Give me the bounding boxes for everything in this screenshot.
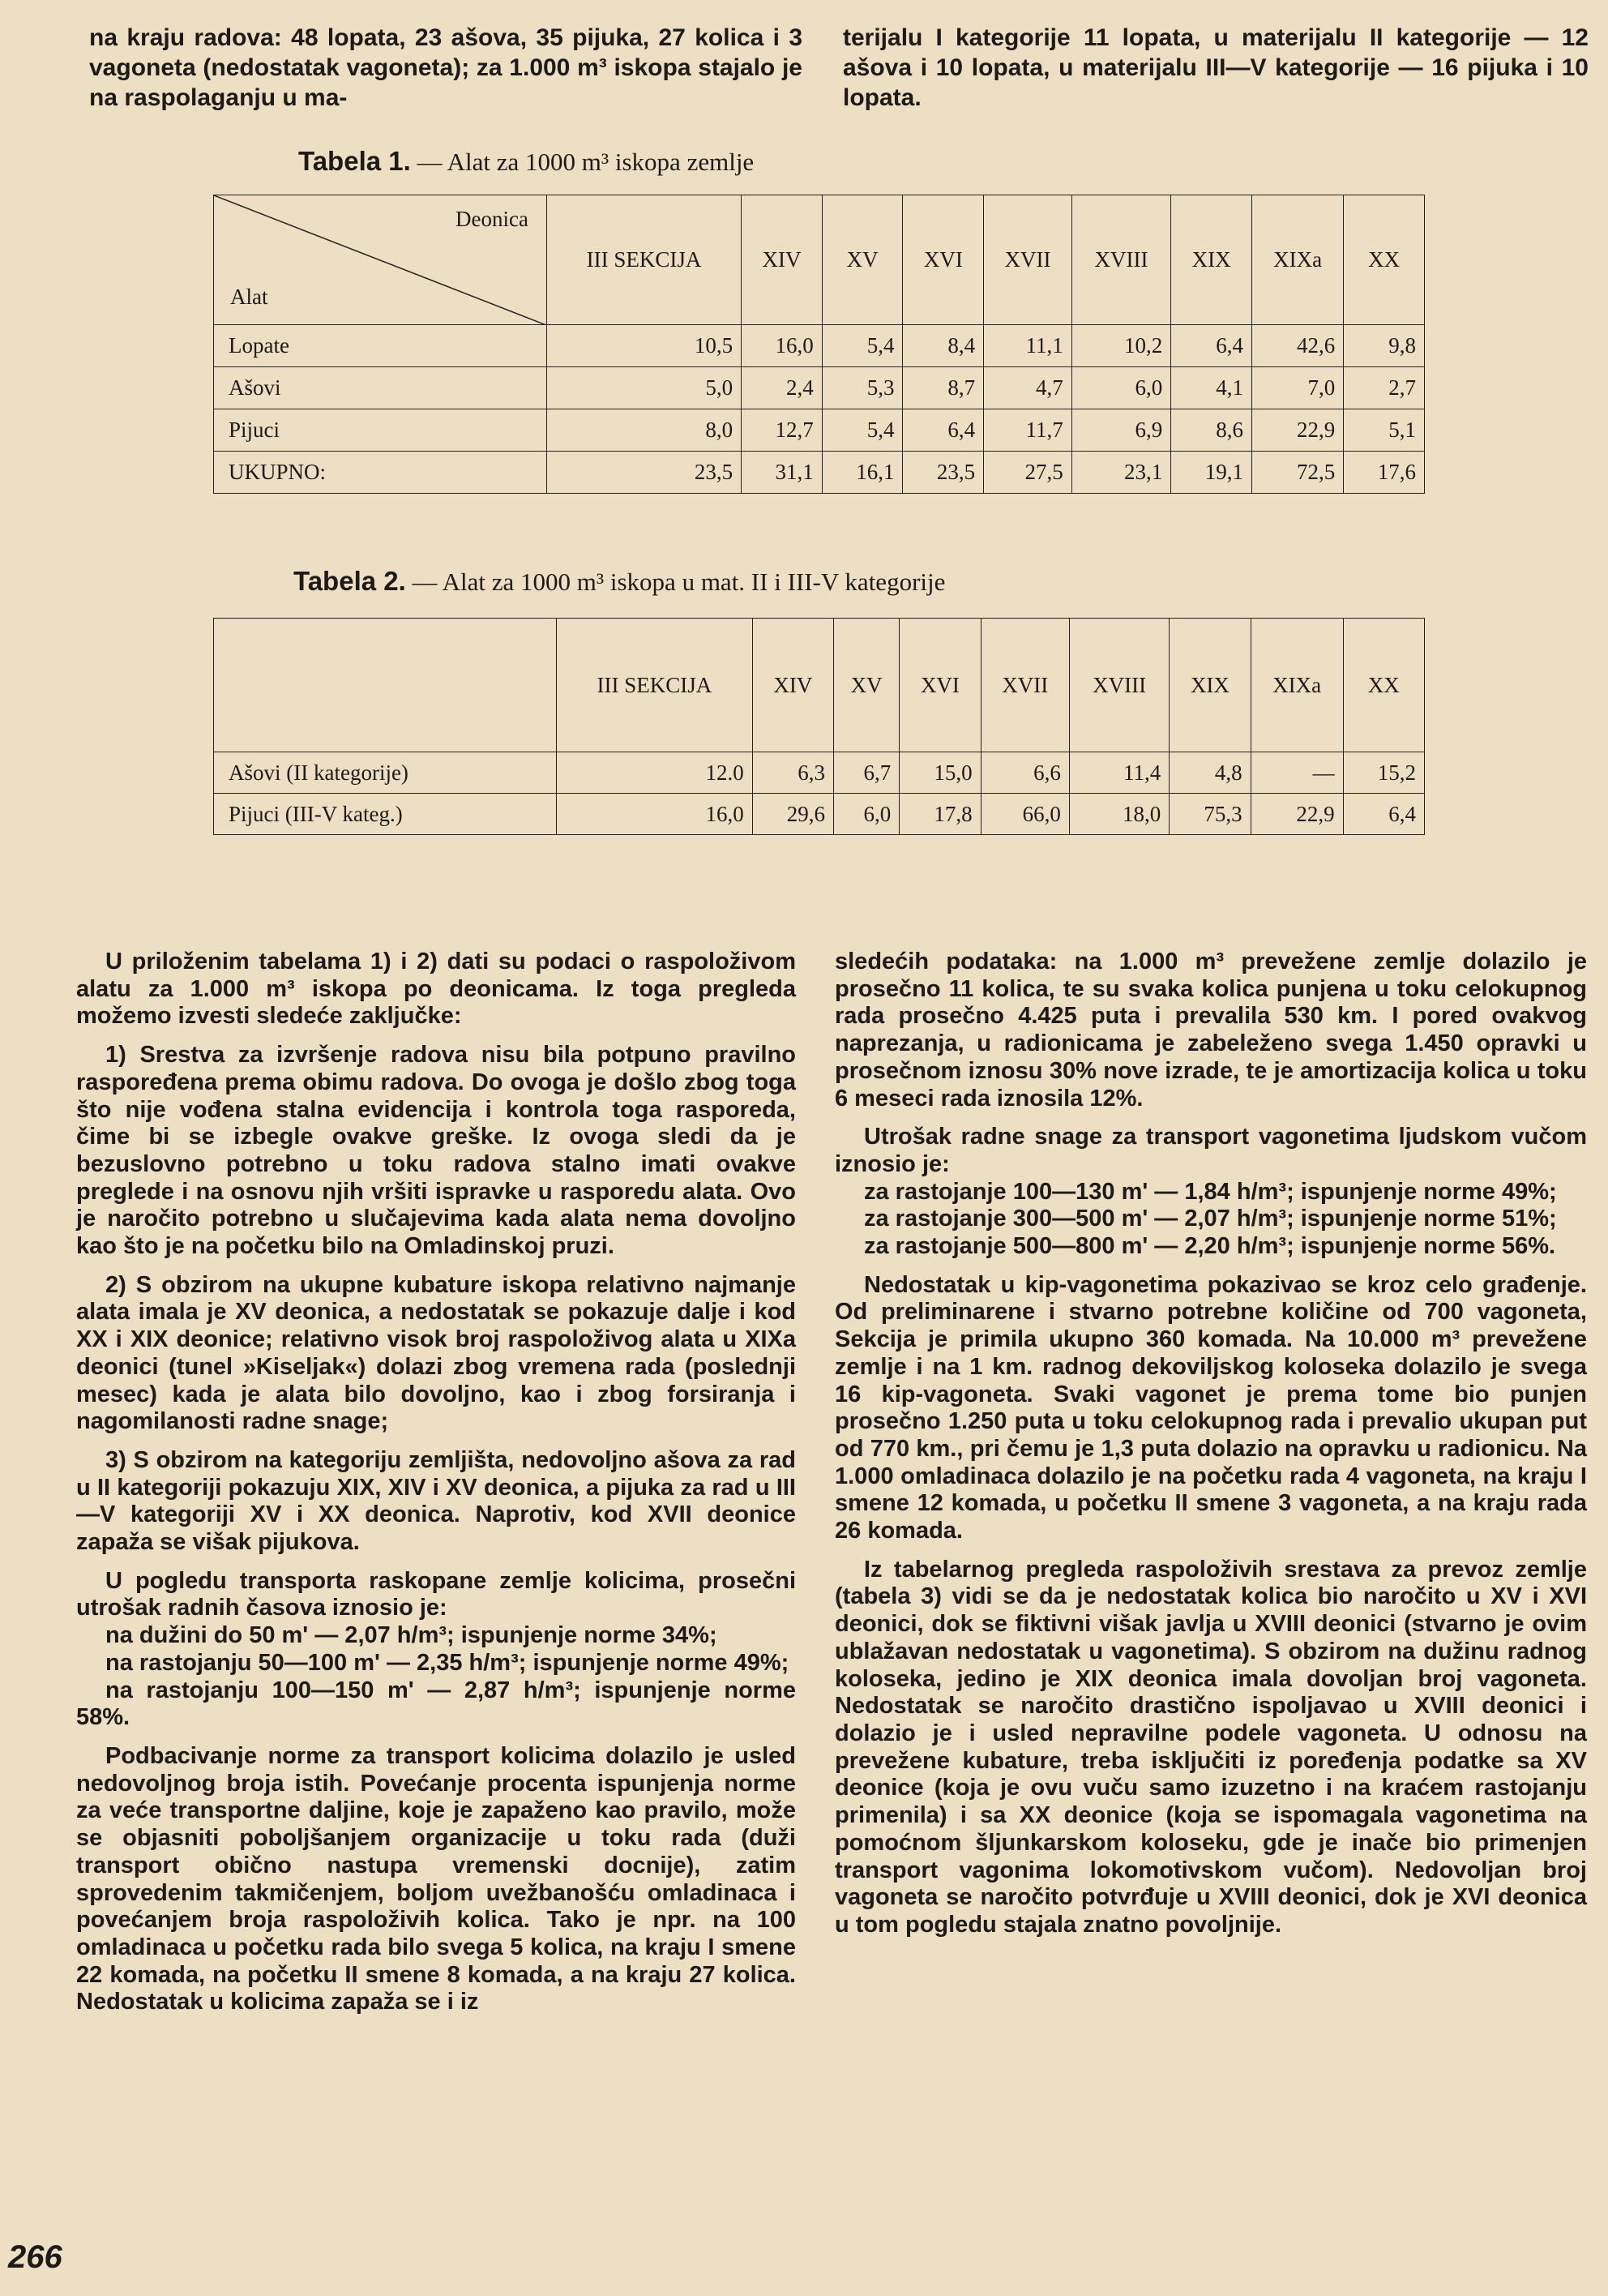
table-cell: 6,0 <box>834 794 900 835</box>
column-header: XVIII <box>1071 195 1171 325</box>
table-cell: 9,8 <box>1344 325 1425 367</box>
table-cell: 16,1 <box>822 452 903 494</box>
table2-title: — Alat za 1000 m³ iskopa u mat. II i III-V kategorije <box>412 568 946 596</box>
row-label: Pijuci <box>214 409 547 452</box>
table-cell: 5,3 <box>822 367 903 409</box>
paragraph: Utrošak radne snage za transport vagonetima ljudskom vučom iznosio je: <box>835 1124 1587 1177</box>
table-cell: 6,9 <box>1071 409 1171 452</box>
table-row <box>214 794 1425 835</box>
paragraph: Iz tabelarnog pregleda raspoloživih srestava za prevoz zemlje (tabela 3) vidi se da je nedostatak kolica bio naročito u XV i XVI deonici, dok se fiktivni višak javlja u XVIII deonici (stvarno je ovim ublažavan nedostatak u vagonetima). S obzirom na dužinu radnog koloseka, jedino je XIX deonica imala dovoljan broj vagoneta. Nedostatak se naročito drastično ispoljavao u XVIII deonici i dolazio je i usled nepravilne podele vagoneta. U odnosu na prevežene kubature, treba isključiti iz poređenja podatke sa XV deonice (koja je ovu vuču samo izuzetno i na kraćem rastojanju primenila) i sa XX deonice (koja se ispomagala vagonetima na pomoćnom šljunkarskom koloseku, gde je inače bio primenjen transport vagonima lokomotivskom vučom). Nedovoljan broj vagoneta se naročito potvrđuje u XVIII deonici, dok je XVI deonica u tom pogledu stajala znatno povoljnije. <box>835 1556 1587 1938</box>
table-cell: 10,2 <box>1071 325 1171 367</box>
table-cell: 5,0 <box>547 367 742 409</box>
table-cell: 5,1 <box>1344 409 1425 452</box>
table-cell: 6,4 <box>1171 325 1252 367</box>
table-row <box>214 367 1425 409</box>
table-row <box>214 325 1425 367</box>
table-row <box>214 752 1425 794</box>
table-cell: 16,0 <box>742 325 823 367</box>
table2 <box>213 618 1425 835</box>
row-label: Lopate <box>214 325 547 367</box>
table-row <box>214 409 1425 452</box>
column-header: III SEKCIJA <box>557 619 753 752</box>
table1-corner-bottom: Alat <box>230 285 268 309</box>
table-cell: 19,1 <box>1171 452 1252 494</box>
table-cell: 23,5 <box>547 452 742 494</box>
right-column <box>835 949 1587 1939</box>
column-header: XVI <box>900 619 981 752</box>
table-cell: — <box>1251 752 1343 794</box>
column-header: XV <box>822 195 903 325</box>
column-header: XVI <box>903 195 984 325</box>
column-header: XIX <box>1170 619 1251 752</box>
table-cell: 17,8 <box>900 794 981 835</box>
table-cell: 15,2 <box>1343 752 1424 794</box>
paragraph: Nedostatak u kip-vagonetima pokazivao se kroz celo građenje. Od preliminarene i stvarno potrebne količine od 700 vagoneta, Sekcija je primila ukupno 360 komada. Na 10.000 m³ prevežene zemlje i na 1 km. radnog dekovilјskog koloseka dolazilo je svega 16 kip-vagoneta. Svaki vagonet je prema tome bio punjen prosečno 1.250 puta u toku celokupnog rada i prevalio ukupan put od 770 km., pri čemu je 1,3 puta dolazio na opravku u radionicu. Na 1.000 omladinaca dolazilo je na početku rada 4 vagoneta, na kraju I smene 12 komada, u početku II smene 3 vagoneta, a na kraju rada 26 komada. <box>835 1271 1587 1544</box>
table1-title: — Alat za 1000 m³ iskopa zemlje <box>417 148 755 176</box>
row-label: Pijuci (III-V kateg.) <box>214 794 557 835</box>
column-header: XIV <box>752 619 833 752</box>
table-cell: 75,3 <box>1170 794 1251 835</box>
table-cell: 8,7 <box>903 367 984 409</box>
column-header: XX <box>1343 619 1424 752</box>
table-cell: 23,1 <box>1071 452 1171 494</box>
top-right-text: terijalu I kategorije 11 lopata, u materijalu II kategorije — 12 ašova i 10 lopata, u materijalu III—V kategorije — 16 pijuka i 10 lopata. <box>843 24 1589 111</box>
paragraph: na dužini do 50 m' — 2,07 h/m³; ispunjenje norme 34%; <box>105 1622 717 1649</box>
column-header: XIXa <box>1251 195 1343 325</box>
paragraph: 3) S obzirom na kategoriju zemljišta, nedovoljno ašova za rad u II kategoriji pokazuju XIX, XIV i XV deonica, a pijuka za rad u III—V kategoriji XV i XX deonica. Naprotiv, kod XVII deonice zapaža se višak pijukova. <box>76 1446 796 1556</box>
table-cell: 18,0 <box>1069 794 1169 835</box>
table-cell: 12.0 <box>557 752 753 794</box>
page-number: 266 <box>8 2239 62 2275</box>
table2-corner-cell <box>214 619 557 752</box>
row-label: Ašovi (II kategorije) <box>214 752 557 794</box>
paragraph: na rastojanju 100—150 m' — 2,87 h/m³; ispunjenje norme 58%. <box>76 1677 796 1731</box>
table-cell: 31,1 <box>742 452 823 494</box>
paragraph: Podbacivanje norme za transport kolicima dolazilo je usled nedovoljnog broja istih. Povećanje procenta ispunjenja norme za veće transportne daljine, koje je zapaženo kao pravilo, može se objasniti poboljšanjem organizacije u toku rada (duži transport obično nastupa vremenski docnije), zatim sprovedenim takmičenjem, boljom uvežbanošću omladinaca i povećanjem broja raspoloživih kolica. Tako je npr. na 100 omladinaca u početku rada bilo svega 5 kolica, na kraju I smene 22 komada, na početku II smene 8 komada, a na kraju 27 kolica. Nedostatak u kolicima zapaža se i iz <box>76 1742 796 2015</box>
table-cell: 23,5 <box>903 452 984 494</box>
table-cell: 6,4 <box>1343 794 1424 835</box>
table1 <box>213 195 1425 494</box>
table-cell: 6,6 <box>981 752 1069 794</box>
top-left-text: na kraju radova: 48 lopata, 23 ašova, 35 pijuka, 27 kolica i 3 vagoneta (nedostatak vagoneta); za 1.000 m³ iskopa stajalo je na raspolaganju u ma- <box>89 24 802 111</box>
table-cell: 6,7 <box>834 752 900 794</box>
table2-label: Tabela 2. <box>293 566 406 596</box>
table-cell: 11,1 <box>984 325 1072 367</box>
paragraph: sledećih podataka: na 1.000 m³ prevežene zemlje dolazilo je prosečno 11 kolica, te su svaka kolica punjena u toku celokupnog rada prosečno 4.425 puta i prevalila 530 km. I pored ovakvog naprezanja, u radionicama je zabeleženo svega 1.450 opravki u prosečnom iznosu 30% nove izrade, te je amortizacija kolica u toku 6 meseci rada iznosila 12%. <box>835 949 1587 1112</box>
table-cell: 4,7 <box>984 367 1072 409</box>
table-cell: 27,5 <box>984 452 1072 494</box>
table1-caption <box>298 146 754 177</box>
table-cell: 11,7 <box>984 409 1072 452</box>
column-header: XIX <box>1171 195 1252 325</box>
table-row <box>214 452 1425 494</box>
paragraph: za rastojanje 500—800 m' — 2,20 h/m³; ispunjenje norme 56%. <box>864 1233 1556 1260</box>
table-cell: 15,0 <box>900 752 981 794</box>
paragraph: U pogledu transporta raskopane zemlje kolicima, prosečni utrošak radnih časova iznosio je: <box>76 1567 796 1621</box>
table-cell: 16,0 <box>557 794 753 835</box>
table-cell: 29,6 <box>752 794 833 835</box>
table1-corner-top: Deonica <box>455 207 528 231</box>
table-cell: 4,1 <box>1171 367 1252 409</box>
table-cell: 7,0 <box>1251 367 1343 409</box>
column-header: XIXa <box>1251 619 1343 752</box>
table2-caption <box>293 566 945 597</box>
table-cell: 5,4 <box>822 325 903 367</box>
table-cell: 2,7 <box>1344 367 1425 409</box>
row-label: Ašovi <box>214 367 547 409</box>
table-cell: 8,6 <box>1171 409 1252 452</box>
paragraph: 2) S obzirom na ukupne kubature iskopa relativno najmanje alata imala je XV deonica, a nedostatak se pokazuje dalje i kod XX i XIX deonice; relativno visok broj raspoloživog alata u XIXa deonici (tunel »Kiseljak«) dolazi zbog vremena rada (poslednji mesec) kada je alata bilo dovoljno, kao i zbog forsiranja i nagomilanosti radne snage; <box>76 1271 796 1435</box>
column-header: XVII <box>981 619 1069 752</box>
table-cell: 22,9 <box>1251 409 1343 452</box>
table-cell: 4,8 <box>1170 752 1251 794</box>
table-cell: 22,9 <box>1251 794 1343 835</box>
row-label: UKUPNO: <box>214 452 547 494</box>
table-cell: 12,7 <box>742 409 823 452</box>
table-cell: 42,6 <box>1251 325 1343 367</box>
column-header: XV <box>834 619 900 752</box>
table-cell: 17,6 <box>1344 452 1425 494</box>
table-cell: 8,4 <box>903 325 984 367</box>
column-header: XVII <box>984 195 1072 325</box>
paragraph: U priloženim tabelama 1) i 2) dati su podaci o raspoloživom alatu za 1.000 m³ iskopa po deonicama. Iz toga pregleda možemo izvesti sledeće zaključke: <box>76 949 796 1030</box>
table-cell: 6,4 <box>903 409 984 452</box>
table1-label: Tabela 1. <box>298 146 411 176</box>
table-cell: 2,4 <box>742 367 823 409</box>
table-cell: 72,5 <box>1251 452 1343 494</box>
table-cell: 5,4 <box>822 409 903 452</box>
table-cell: 6,3 <box>752 752 833 794</box>
column-header: XX <box>1344 195 1425 325</box>
table-cell: 6,0 <box>1071 367 1171 409</box>
table-cell: 66,0 <box>981 794 1069 835</box>
paragraph: za rastojanje 100—130 m' — 1,84 h/m³; ispunjenje norme 49%; <box>864 1178 1557 1205</box>
table1-corner-cell <box>214 195 547 325</box>
table-cell: 11,4 <box>1069 752 1169 794</box>
left-column <box>76 949 796 2016</box>
column-header: XVIII <box>1069 619 1169 752</box>
paragraph: na rastojanju 50—100 m' — 2,35 h/m³; ispunjenje norme 49%; <box>105 1649 789 1676</box>
paragraph: 1) Srestva za izvršenje radova nisu bila potpuno pravilno raspoređena prema obimu radova. Do ovoga je došlo zbog toga što nije vođena stalna evidencija i kontrola toga rasporeda, čime bi se izbegle ovakve greške. Iz ovoga sledi da je bezuslovno potrebno u toku radova stalno imati ovakve preglede i na osnovu njih vršiti ispravke u rasporedu alata. Ovo je naročito potrebno u slučajevima kada alata nema dovoljno kao što je na početku bilo na Omladinskoj pruzi. <box>76 1042 796 1260</box>
table-cell: 8,0 <box>547 409 742 452</box>
column-header: III SEKCIJA <box>547 195 742 325</box>
table-cell: 10,5 <box>547 325 742 367</box>
column-header: XIV <box>742 195 823 325</box>
paragraph: za rastojanje 300—500 m' — 2,07 h/m³; ispunjenje norme 51%; <box>864 1206 1557 1232</box>
